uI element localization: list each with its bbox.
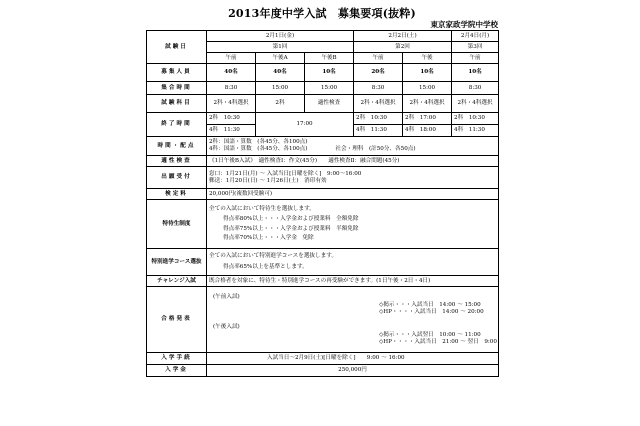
table-row bbox=[147, 167, 499, 189]
table-row bbox=[147, 95, 499, 113]
round-cell: 第2回 bbox=[354, 42, 452, 53]
capacity-cell: 10名 bbox=[452, 64, 499, 82]
end-time-cell: 2科 17:00 bbox=[403, 113, 452, 125]
capacity-cell: 40名 bbox=[256, 64, 305, 82]
row-label-special-course: 特別進学コース選抜 bbox=[147, 249, 207, 276]
announcement-line: ◇掲示・・・入試翌日 10:00 〜 11:00 bbox=[379, 332, 481, 339]
scholarship-cell bbox=[207, 200, 499, 249]
table-row bbox=[147, 353, 499, 365]
session-cell: 午前 bbox=[207, 53, 256, 64]
aptitude-cell: 《1日午後B入試》 適性検査Ⅰ：作文(45分) 適性検査Ⅱ：融合問題(45分) bbox=[207, 156, 499, 167]
end-time-cell: 2科 10:30 bbox=[452, 113, 499, 125]
scholarship-line: 得点率75%以上・・・入学金および授業料 半額免除 bbox=[223, 225, 359, 232]
table-row bbox=[147, 113, 499, 125]
end-time-cell: 4科 18:00 bbox=[403, 125, 452, 137]
procedure-cell: 入試当日〜2月9日(土)[日曜を除く] 9:00 〜 16:00 bbox=[207, 353, 499, 365]
announcement-am-label: (午前入試) bbox=[213, 293, 240, 300]
subject-cell: 2科・4科選択 bbox=[354, 95, 403, 113]
gather-cell: 15:00 bbox=[403, 82, 452, 95]
gather-cell: 8:30 bbox=[207, 82, 256, 95]
end-time-cell: 4科 11:30 bbox=[354, 125, 403, 137]
row-label-application: 出願受付 bbox=[147, 167, 207, 189]
session-cell: 午前 bbox=[354, 53, 403, 64]
row-label-time-points: 時間・配点 bbox=[147, 137, 207, 156]
challenge-cell: 既合格者を対象に、特待生・特別進学コースの再受験ができます。(1日午後・2日・4日) bbox=[207, 276, 499, 287]
announcement-line: ◇HP・・・・入試当日 14:00 〜 20:00 bbox=[379, 308, 484, 315]
time-points-cell bbox=[207, 137, 499, 156]
application-line: 窓口：1月21日(月) 〜 入試当日[日曜を除く] 9:00〜16:00 bbox=[209, 170, 362, 177]
subject-cell: 2科 bbox=[256, 95, 305, 113]
date-cell: 2月1日(金) bbox=[207, 31, 354, 42]
row-label-aptitude: 適性検査 bbox=[147, 156, 207, 167]
subject-cell: 適性検査 bbox=[305, 95, 354, 113]
gather-cell: 8:30 bbox=[452, 82, 499, 95]
row-label-scholarship: 特待生制度 bbox=[147, 200, 207, 249]
announcement-line: ◇HP・・・・入試当日 21:00 〜 翌日 9:00 bbox=[379, 338, 497, 345]
scholarship-line: 得点率70%以上・・・入学金 免除 bbox=[223, 235, 314, 242]
scholarship-line: 全ての入試において特待生を選抜します。 bbox=[209, 206, 315, 213]
row-label-admission-fee: 入学金 bbox=[147, 365, 207, 377]
subject-cell: 2科・4科選択 bbox=[403, 95, 452, 113]
session-cell: 午後A bbox=[256, 53, 305, 64]
table-row bbox=[147, 137, 499, 156]
admission-guide bbox=[146, 8, 498, 377]
scholarship-line: 得点率80%以上・・・入学金および授業料 全額免除 bbox=[223, 215, 359, 222]
gather-cell: 8:30 bbox=[354, 82, 403, 95]
page-title: 2013年度中学入試 募集要項(抜粋) bbox=[228, 7, 416, 20]
requirements-table bbox=[146, 30, 499, 377]
special-course-cell bbox=[207, 249, 499, 276]
round-cell: 第1回 bbox=[207, 42, 354, 53]
session-cell: 午前 bbox=[452, 53, 499, 64]
row-label-exam-date: 試験日 bbox=[147, 31, 207, 64]
session-cell: 午後 bbox=[403, 53, 452, 64]
table-row bbox=[147, 249, 499, 276]
capacity-cell: 10名 bbox=[305, 64, 354, 82]
row-label-procedure: 入学手続 bbox=[147, 353, 207, 365]
table-row bbox=[147, 156, 499, 167]
row-label-end-time: 終了時間 bbox=[147, 113, 207, 137]
end-time-cell: 4科 11:30 bbox=[452, 125, 499, 137]
row-label-capacity: 募集人員 bbox=[147, 64, 207, 82]
subject-cell: 2科・4科選択 bbox=[452, 95, 499, 113]
gather-cell: 15:00 bbox=[305, 82, 354, 95]
time-points-line: 4科：国語・算数 (各45分、各100点) 社会・理科 (計50分、各50点) bbox=[209, 146, 416, 152]
application-cell bbox=[207, 167, 499, 189]
capacity-cell: 10名 bbox=[403, 64, 452, 82]
table-row bbox=[147, 31, 499, 42]
end-time-cell: 2科 10:30 bbox=[207, 113, 256, 125]
capacity-cell: 20名 bbox=[354, 64, 403, 82]
row-label-gather-time: 集合時間 bbox=[147, 82, 207, 95]
subject-cell: 2科・4科選択 bbox=[207, 95, 256, 113]
school-name: 東京家政学院中学校 bbox=[430, 20, 498, 29]
announcement-line: ◇掲示・・・入試当日 14:00 〜 15:00 bbox=[379, 302, 481, 309]
gather-cell: 15:00 bbox=[256, 82, 305, 95]
admission-fee-cell: 250,000円 bbox=[207, 365, 499, 377]
announcement-cell bbox=[207, 287, 499, 353]
end-time-cell: 4科 11:30 bbox=[207, 125, 256, 137]
end-time-cell: 2科 10:30 bbox=[354, 113, 403, 125]
announcement-pm-label: (午後入試) bbox=[213, 323, 240, 330]
session-cell: 午後B bbox=[305, 53, 354, 64]
application-line: 郵送：1月20日(日) 〜 1月26日(土) 消印有効 bbox=[209, 177, 327, 184]
special-course-line: 得点率65%以上を基準とします。 bbox=[223, 264, 308, 270]
table-row bbox=[147, 189, 499, 200]
fee-cell: 20,000円(複数回受験可) bbox=[207, 189, 499, 200]
row-label-announcement: 合格発表 bbox=[147, 287, 207, 353]
time-points-line: 2科：国語・算数 (各45分、各100点) bbox=[209, 139, 308, 146]
capacity-cell: 40名 bbox=[207, 64, 256, 82]
table-row bbox=[147, 64, 499, 82]
table-row bbox=[147, 287, 499, 353]
table-row bbox=[147, 200, 499, 249]
row-label-challenge: チャレンジ入試 bbox=[147, 276, 207, 287]
table-row bbox=[147, 276, 499, 287]
date-cell: 2月2日(土) bbox=[354, 31, 452, 42]
end-time-cell: 17:00 bbox=[256, 113, 354, 137]
round-cell: 第3回 bbox=[452, 42, 499, 53]
row-label-subjects: 試験科目 bbox=[147, 95, 207, 113]
date-cell: 2月4日(月) bbox=[452, 31, 499, 42]
special-course-line: 全ての入試において特別進学コースを選抜します。 bbox=[209, 253, 337, 260]
table-row bbox=[147, 365, 499, 377]
table-row bbox=[147, 82, 499, 95]
row-label-fee: 検定料 bbox=[147, 189, 207, 200]
